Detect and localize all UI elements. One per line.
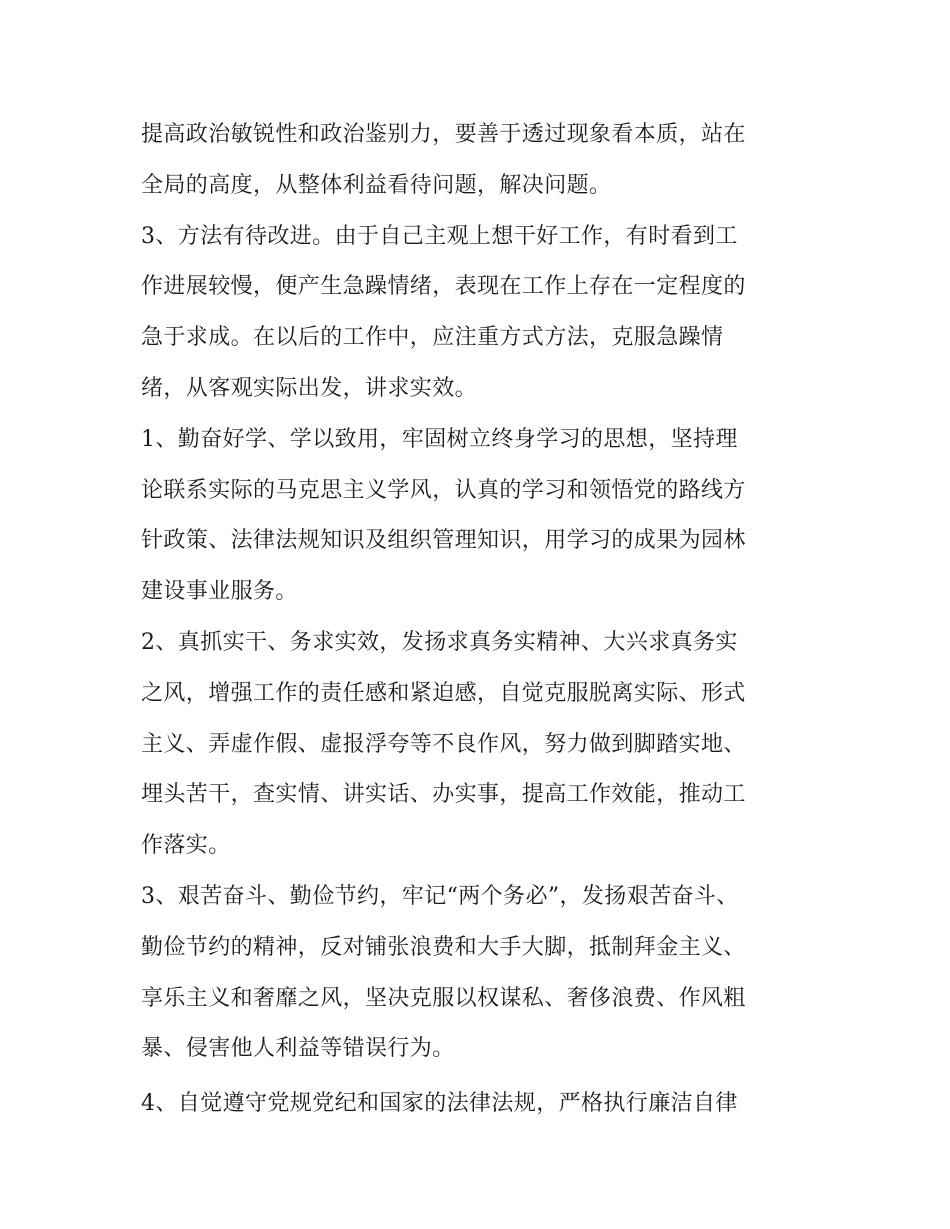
document-body: [141, 110, 821, 1130]
text-line: 享乐主义和奢靡之风，坚决克服以权谋私、奢侈浪费、作风粗: [141, 985, 746, 1011]
text-line: 勤俭节约的精神，反对铺张浪费和大手大脚，抵制拜金主义、: [141, 934, 746, 960]
text-line: 2、真抓实干、务求实效，发扬求真务实精神、大兴求真务实: [141, 629, 738, 655]
text-line: 埋头苦干，查实情、讲实话、办实事，提高工作效能，推动工: [141, 782, 746, 808]
text-line: 建设事业服务。: [141, 579, 298, 605]
text-line: 主义、弄虚作假、虚报浮夸等不良作风，努力做到脚踏实地、: [141, 731, 746, 757]
text-line: 3、方法有待改进。由于自己主观上想干好工作，有时看到工: [141, 223, 738, 249]
text-line: 之风，增强工作的责任感和紧迫感，自觉克服脱离实际、形式: [141, 680, 746, 706]
text-line: 暴、侵害他人利益等错误行为。: [141, 1036, 455, 1062]
text-line: 全局的高度，从整体利益看待问题，解决问题。: [141, 172, 612, 198]
text-line: 论联系实际的马克思主义学风，认真的学习和领悟党的路线方: [141, 477, 746, 503]
text-line: 作落实。: [141, 833, 231, 859]
text-line: 4、自觉遵守党规党纪和国家的法律法规，严格执行廉洁自律: [141, 1091, 738, 1117]
text-line: 3、艰苦奋斗、勤俭节约，牢记“两个务必”，发扬艰苦奋斗、: [141, 883, 739, 909]
text-line: 急于求成。在以后的工作中，应注重方式方法，克服急躁情: [141, 325, 724, 351]
text-line: 1、勤奋好学、学以致用，牢固树立终身学习的思想，坚持理: [141, 426, 738, 452]
text-line: 针政策、法律法规知识及组织管理知识，用学习的成果为园林: [141, 528, 746, 554]
text-line: 提高政治敏锐性和政治鉴别力，要善于透过现象看本质，站在: [141, 122, 746, 147]
text-line: 作进展较慢，便产生急躁情绪，表现在工作上存在一定程度的: [141, 274, 746, 300]
text-line: 绪，从客观实际出发，讲求实效。: [141, 375, 478, 401]
